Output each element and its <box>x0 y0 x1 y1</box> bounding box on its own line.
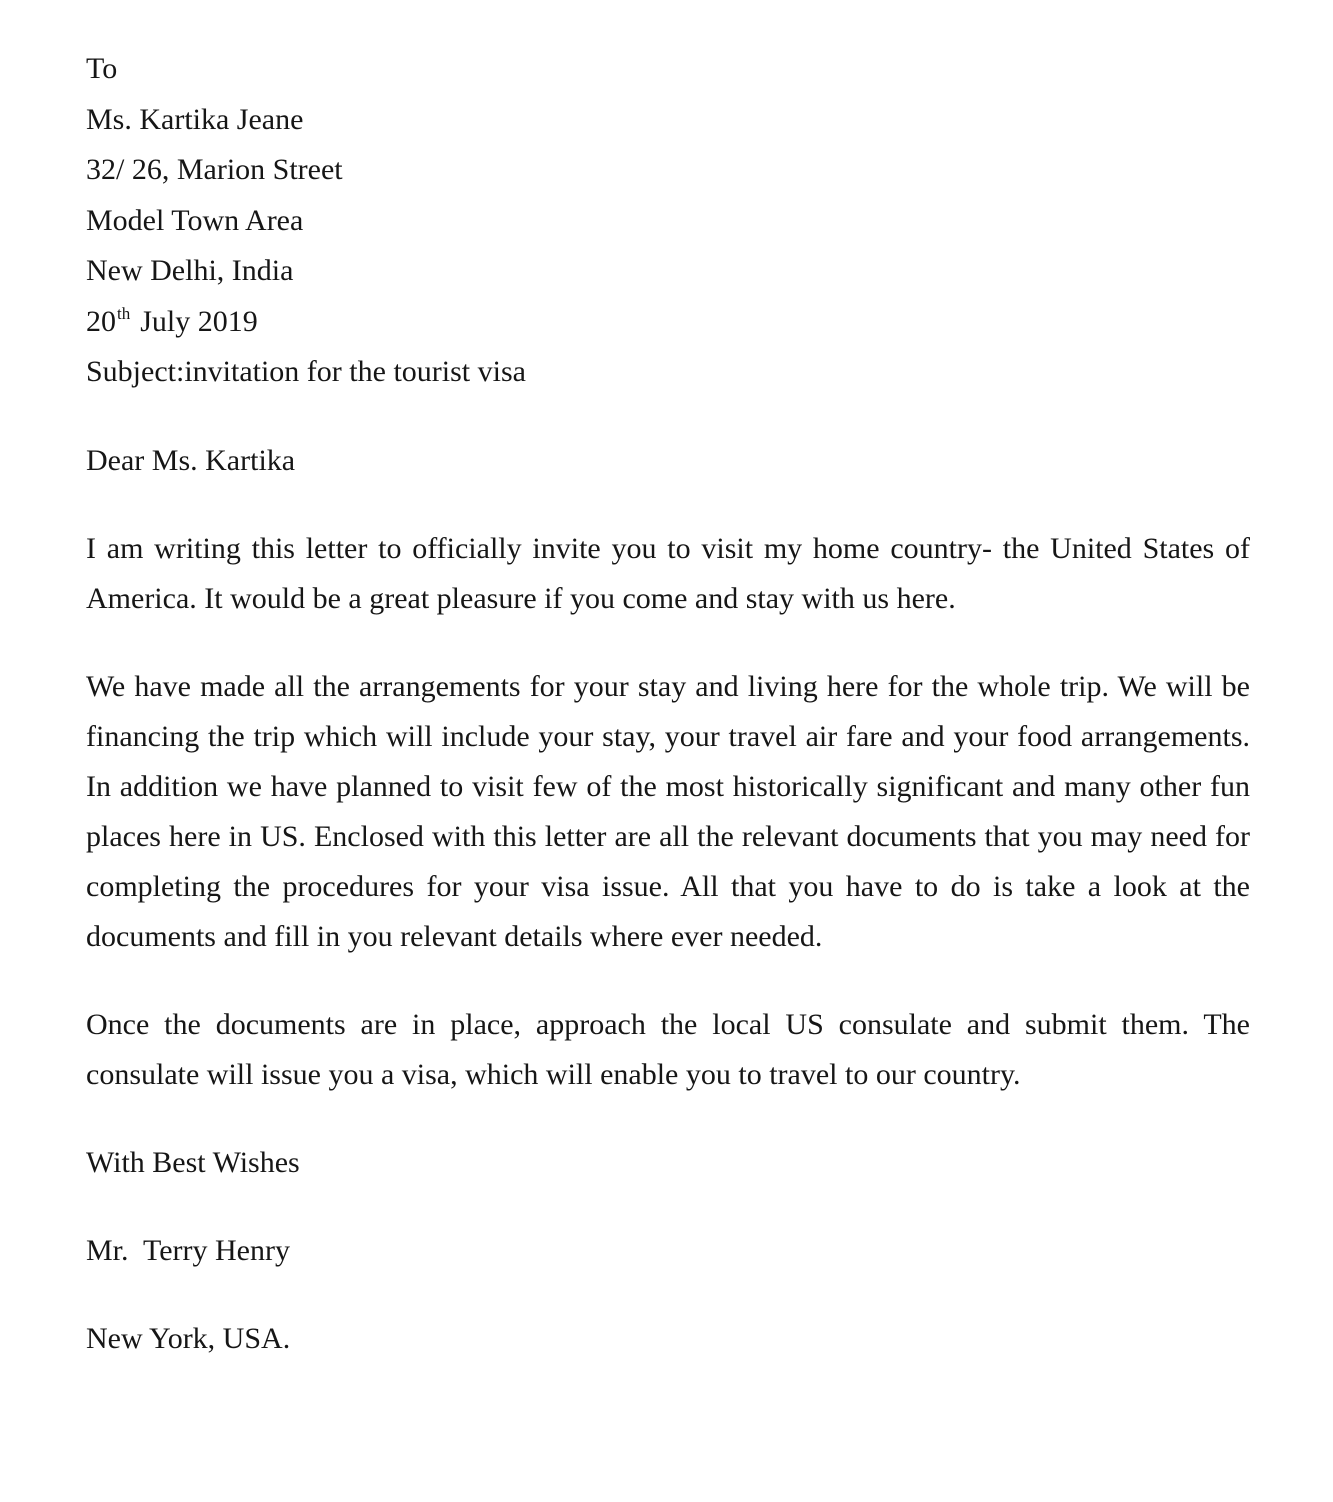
body-paragraph-3: Once the documents are in place, approach the local US consulate and submit them. The consulate will issue you a visa, which will enable you to travel to our country. <box>86 1008 1250 1091</box>
spacer <box>86 962 1250 1000</box>
closing-line: With Best Wishes <box>86 1146 300 1179</box>
sender-location: New York, USA. <box>86 1322 291 1355</box>
spacer <box>86 1188 1250 1226</box>
recipient-name: Ms. Kartika Jeane <box>86 102 304 136</box>
recipient-to: To <box>86 52 118 85</box>
salutation: Dear Ms. Kartika <box>86 443 296 477</box>
letter <box>86 44 1250 1364</box>
letter-date <box>86 297 1250 348</box>
recipient-street: 32/ 26, Marion Street <box>86 153 343 186</box>
spacer <box>86 1100 1250 1138</box>
sender-name: Mr. Terry Henry <box>86 1234 290 1267</box>
spacer <box>86 1276 1250 1314</box>
spacer <box>86 624 1250 662</box>
letter-subject: Subject:invitation for the tourist visa <box>86 355 526 388</box>
body-paragraph-2: We have made all the arrangements for your stay and living here for the whole trip. We will be financing the trip which will include your stay, your travel air fare and your food arrangements. In addition we have planned to visit few of the most historically significant and many other fun places here in US. Enclosed with this letter are all the relevant documents that you may need for completing the procedures for your visa issue. All that you have to do is take a look at the documents and fill in you relevant details where ever needed. <box>86 670 1250 953</box>
spacer <box>86 486 1250 524</box>
recipient-area: Model Town Area <box>86 203 304 237</box>
date-suffix: th <box>117 303 131 323</box>
date-day: 20 <box>86 304 116 338</box>
recipient-city: New Delhi, India <box>86 254 294 287</box>
date-month-year: July 2019 <box>140 304 258 338</box>
body-paragraph-1: I am writing this letter to officially invite you to visit my home country- the United States of America. It would be a great pleasure if you come and stay with us here. <box>86 532 1250 615</box>
spacer <box>86 398 1250 436</box>
